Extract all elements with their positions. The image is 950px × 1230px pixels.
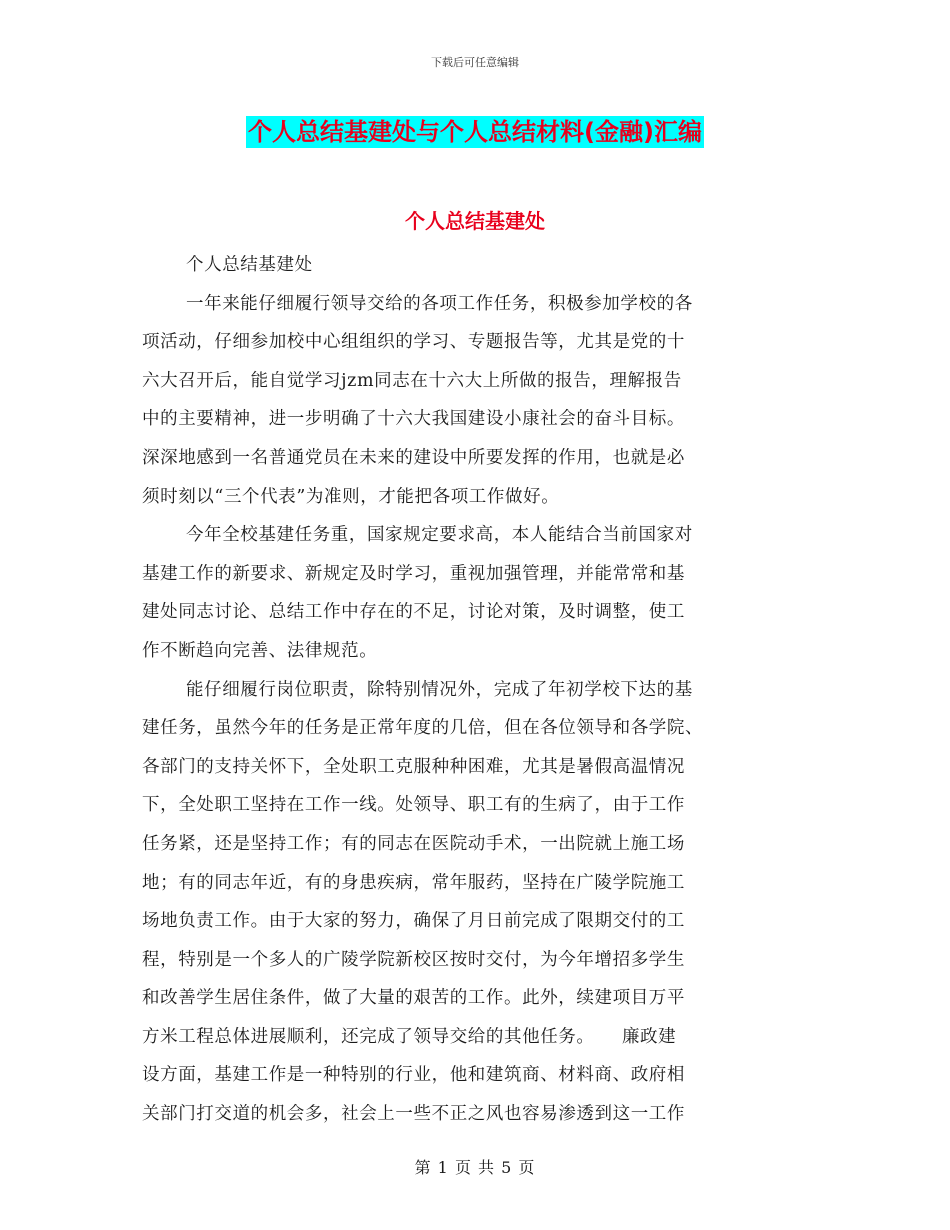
text-line: 今年全校基建任务重，国家规定要求高，本人能结合当前国家对 bbox=[186, 525, 693, 546]
section-title: 个人总结基建处 bbox=[405, 209, 545, 233]
text-line: 建任务，虽然今年的任务是正常年度的几倍，但在各位领导和各学院、 bbox=[142, 718, 704, 739]
header-note: 下载后可任意编辑 bbox=[431, 56, 519, 69]
main-title-text: 个人总结基建处与个人总结材料(金融)汇编 bbox=[248, 118, 702, 146]
text-line: 方米工程总体进展顺利，还完成了领导交给的其他任务。 廉政建 bbox=[142, 1026, 677, 1047]
text-line: 地；有的同志年近，有的身患疾病，常年服药，坚持在广陵学院施工 bbox=[142, 872, 685, 893]
text-line: 建处同志讨论、总结工作中存在的不足，讨论对策，及时调整，使工 bbox=[142, 602, 685, 623]
text-line: 场地负责工作。由于大家的努力，确保了月日前完成了限期交付的工 bbox=[142, 911, 685, 932]
text-line: 下，全处职工坚持在工作一线。处领导、职工有的生病了，由于工作 bbox=[142, 795, 685, 816]
text-line: 各部门的支持关怀下，全处职工克服种种困难，尤其是暑假高温情况 bbox=[142, 756, 685, 777]
body-text bbox=[142, 246, 802, 1134]
text-line: 个人总结基建处 bbox=[186, 255, 313, 275]
text-line: 关部门打交道的机会多，社会上一些不正之风也容易渗透到这一工作 bbox=[142, 1104, 685, 1125]
text-line: 和改善学生居住条件，做了大量的艰苦的工作。此外，续建项目万平 bbox=[142, 988, 685, 1009]
text-line: 作不断趋向完善、法律规范。 bbox=[142, 640, 378, 661]
text-line: 中的主要精神，进一步明确了十六大我国建设小康社会的奋斗目标。 bbox=[142, 409, 685, 430]
text-line: 基建工作的新要求、新规定及时学习，重视加强管理，并能常常和基 bbox=[142, 563, 685, 584]
text-line: 能仔细履行岗位职责，除特别情况外，完成了年初学校下达的基 bbox=[186, 679, 693, 700]
page-footer: 第 1 页 共 5 页 bbox=[414, 1158, 536, 1177]
text-line: 任务紧，还是坚持工作；有的同志在医院动手术，一出院就上施工场 bbox=[142, 833, 685, 854]
text-line: 一年来能仔细履行领导交给的各项工作任务，积极参加学校的各 bbox=[186, 293, 693, 314]
text-line: 六大召开后，能自觉学习jzm同志在十六大上所做的报告，理解报告 bbox=[142, 370, 682, 391]
text-line: 深深地感到一名普通党员在未来的建设中所要发挥的作用，也就是必 bbox=[142, 447, 685, 468]
text-line: 须时刻以“三个代表”为准则，才能把各项工作做好。 bbox=[142, 486, 560, 507]
main-title bbox=[0, 112, 950, 147]
text-line: 设方面，基建工作是一种特别的行业，他和建筑商、材料商、政府相 bbox=[142, 1065, 685, 1086]
text-line: 程，特别是一个多人的广陵学院新校区按时交付，为今年增招多学生 bbox=[142, 949, 685, 970]
text-line: 项活动，仔细参加校中心组组织的学习、专题报告等，尤其是党的十 bbox=[142, 332, 685, 353]
